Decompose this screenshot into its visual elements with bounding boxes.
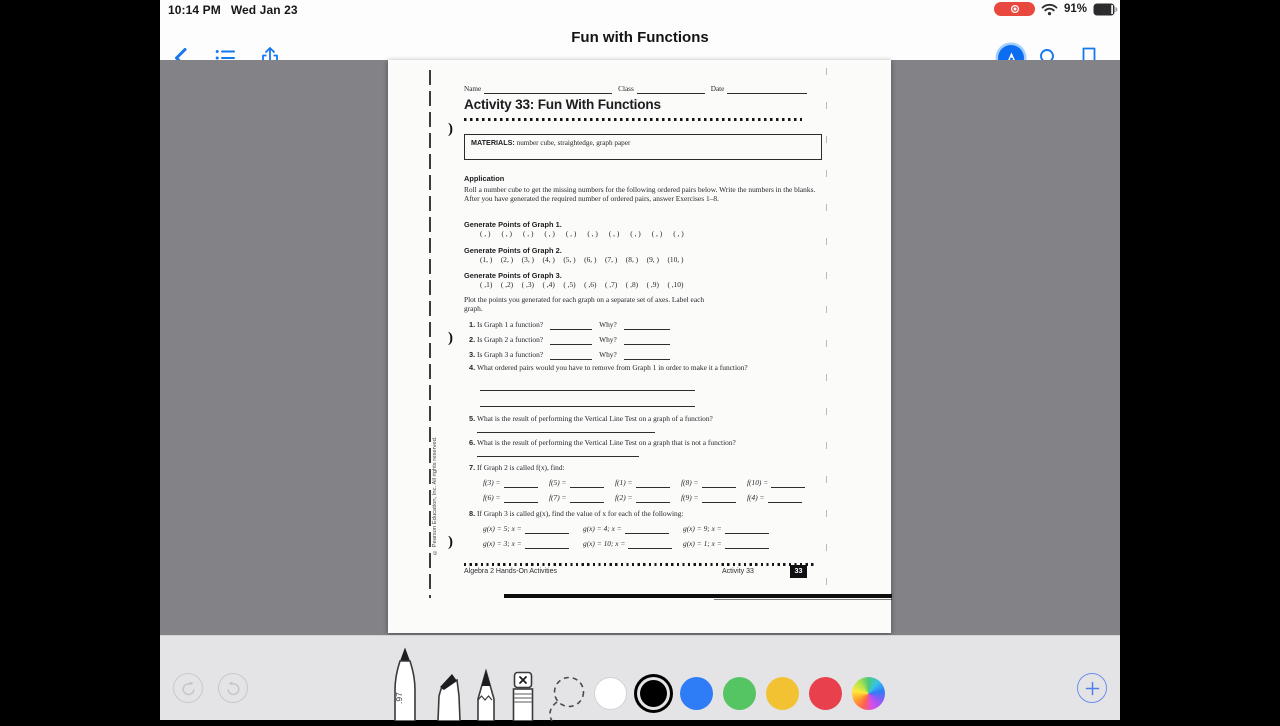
date-label: Date (710, 85, 725, 93)
ordered-pair: (1, ) (480, 255, 493, 264)
why-label: Why? (599, 320, 617, 329)
undo-button[interactable] (173, 673, 203, 703)
ordered-pair: (2, ) (500, 255, 514, 264)
f-label: f(5) = (549, 478, 567, 487)
g-label: g(x) = 9; x = (683, 524, 722, 533)
name-label: Name (464, 85, 482, 93)
ordered-pair: ( , ) (544, 229, 555, 238)
ordered-pair: ( ,5) (563, 280, 576, 289)
hole-punch-mark: ) (448, 330, 453, 346)
annotation-toolbar (160, 635, 1120, 720)
status-time: 10:14 PM (168, 3, 221, 17)
status-date: Wed Jan 23 (230, 3, 298, 17)
f-label: f(2) = (615, 493, 633, 502)
answer-blank (636, 480, 670, 488)
question-number: 2. (469, 335, 476, 344)
activity-title: Activity 33: Fun With Functions (464, 97, 661, 112)
graph2-pairs (480, 256, 838, 265)
graph3-heading: Generate Points of Graph 3. (464, 271, 562, 280)
document-title: Fun with Functions (571, 29, 709, 46)
answer-blank (624, 352, 670, 360)
footer-activity-label: Activity 33 (722, 568, 754, 575)
ordered-pair: ( ,10) (667, 280, 684, 289)
g-label: g(x) = 5; x = (483, 524, 522, 533)
f-label: f(7) = (549, 493, 567, 502)
hole-punch-mark: ) (448, 534, 453, 550)
question-number: 6. (469, 438, 476, 447)
answer-blank (525, 541, 569, 549)
f-label: f(9) = (681, 493, 699, 502)
answer-blank (477, 449, 639, 457)
ordered-pair: (7, ) (604, 255, 618, 264)
answer-blank (570, 495, 604, 503)
f-label: f(4) = (747, 493, 765, 502)
question-text: If Graph 2 is called f(x), find: (477, 463, 565, 472)
ordered-pair: ( , ) (565, 229, 577, 238)
color-swatch-blue[interactable] (680, 677, 713, 710)
graph1-pairs (480, 230, 838, 239)
scan-right-rule (826, 68, 827, 600)
hole-punch-mark: ) (448, 121, 453, 137)
ordered-pair: ( , ) (522, 229, 534, 238)
color-swatch-white[interactable] (594, 677, 627, 710)
ordered-pair: ( , ) (587, 229, 598, 238)
class-blank (637, 86, 705, 94)
copyright-text: © Pearson Education, Inc. All rights reserved. (432, 436, 438, 555)
ordered-pair: ( ,3) (521, 280, 534, 289)
ordered-pair: ( , ) (673, 229, 684, 238)
name-blank (484, 86, 612, 94)
ordered-pair: ( ,7) (604, 280, 618, 289)
q8-row1 (483, 525, 818, 534)
plot-instruction: Plot the points you generated for each graph on a separate set of axes. Label each graph. (464, 295, 705, 313)
footer (464, 568, 815, 577)
pen-size-label: .97 (394, 692, 404, 704)
question-number: 3. (469, 350, 476, 359)
ordered-pair: ( , ) (608, 229, 620, 238)
footer-book-title: Algebra 2 Hands-On Activities (464, 568, 557, 575)
q7-row1 (483, 479, 813, 488)
ordered-pair: ( ,4) (542, 280, 555, 289)
wifi-icon (1041, 3, 1058, 16)
f-label: f(6) = (483, 493, 501, 502)
answer-blank (550, 337, 592, 345)
screen-recording-icon[interactable] (994, 2, 1035, 16)
g-label: g(x) = 4; x = (583, 524, 622, 533)
worksheet-page[interactable] (388, 60, 891, 633)
f-label: f(3) = (483, 478, 501, 487)
ordered-pair: ( , ) (480, 229, 491, 238)
question-number: 5. (469, 414, 476, 423)
question-text: What is the result of performing the Vertical Line Test on a graph of a function? (477, 414, 713, 423)
ordered-pair: ( ,1) (480, 280, 493, 289)
add-tool-button[interactable] (1077, 673, 1107, 703)
answer-blank (624, 322, 670, 330)
graph1-heading: Generate Points of Graph 1. (464, 220, 562, 229)
status-bar (160, 0, 1120, 20)
g-label: g(x) = 10; x = (583, 539, 626, 548)
color-swatch-green[interactable] (723, 677, 756, 710)
scan-bottom-edge-2 (714, 599, 892, 600)
scan-left-rule (429, 70, 431, 598)
answer-blank (477, 425, 655, 433)
question-7 (464, 464, 822, 473)
answer-blank (628, 541, 672, 549)
graph3-pairs (480, 281, 838, 290)
q7-row2 (483, 494, 813, 503)
question-text: Is Graph 2 a function? (477, 335, 544, 344)
ordered-pair: ( , ) (651, 229, 663, 238)
question-3 (464, 351, 822, 360)
graph2-heading: Generate Points of Graph 2. (464, 246, 562, 255)
document-area (160, 60, 1120, 635)
answer-blank (625, 526, 669, 534)
ordered-pair: (3, ) (521, 255, 534, 264)
footer-dotted-rule (464, 563, 815, 566)
answer-blank (504, 480, 538, 488)
answer-blank (725, 541, 769, 549)
status-right (994, 2, 1118, 16)
ordered-pair: (8, ) (625, 255, 639, 264)
g-label: g(x) = 1; x = (683, 539, 722, 548)
title-dotted-rule (464, 118, 802, 121)
application-heading: Application (464, 174, 505, 183)
question-text: What is the result of performing the Vertical Line Test on a graph that is not a function? (477, 438, 736, 447)
materials-box (464, 134, 822, 160)
scan-bottom-edge (504, 594, 892, 598)
question-4 (464, 364, 822, 373)
question-1 (464, 321, 822, 330)
ordered-pair: ( , ) (630, 229, 641, 238)
application-text: Roll a number cube to get the missing numbers for the following ordered pairs below. Write the numbers in the blanks. After you have generated the required number of ordered pairs, answer Exercises 1–8. (464, 185, 816, 203)
worksheet-content (464, 60, 822, 633)
name-class-date-row (464, 85, 822, 94)
pencil-tool[interactable] (472, 669, 500, 726)
materials-label: MATERIALS: (471, 138, 515, 147)
ordered-pair: ( ,8) (625, 280, 639, 289)
ordered-pair: (6, ) (584, 255, 597, 264)
question-number: 8. (469, 509, 476, 518)
q8-row2 (483, 540, 818, 549)
answer-blank (624, 337, 670, 345)
color-swatch-red[interactable] (809, 677, 842, 710)
pen-tool[interactable] (388, 646, 422, 726)
lasso-tool[interactable] (542, 673, 588, 726)
answer-blank (771, 480, 805, 488)
class-label: Class (618, 85, 634, 93)
notes-app-window (160, 0, 1120, 720)
page-number-badge: 33 (790, 565, 807, 578)
highlighter-tool[interactable] (429, 666, 463, 726)
color-swatch-yellow[interactable] (766, 677, 799, 710)
g-label: g(x) = 3; x = (483, 539, 522, 548)
date-blank (727, 86, 807, 94)
why-label: Why? (599, 350, 617, 359)
question-text: Is Graph 1 a function? (477, 320, 544, 329)
answer-line (480, 399, 695, 407)
status-left (168, 3, 298, 17)
f-label: f(10) = (747, 478, 769, 487)
color-swatch-multicolor[interactable] (852, 677, 885, 710)
ordered-pair: ( ,9) (646, 280, 659, 289)
f-label: f(8) = (681, 478, 699, 487)
redo-button[interactable] (218, 673, 248, 703)
color-swatch-black-selected[interactable] (640, 680, 667, 707)
ordered-pair: ( ,6) (584, 280, 597, 289)
answer-blank (702, 495, 736, 503)
battery-percent: 91% (1064, 3, 1088, 15)
ordered-pair: (9, ) (646, 255, 659, 264)
answer-blank (550, 322, 592, 330)
ordered-pair: (5, ) (563, 255, 576, 264)
nav-bar (160, 20, 1120, 60)
why-label: Why? (599, 335, 617, 344)
answer-blank (702, 480, 736, 488)
question-5 (464, 415, 822, 433)
ordered-pair: ( ,2) (500, 280, 514, 289)
eraser-tool[interactable] (510, 668, 536, 726)
ordered-pair: ( , ) (501, 229, 512, 238)
answer-blank (504, 495, 538, 503)
question-6 (464, 439, 822, 457)
materials-text: number cube, straightedge, graph paper (516, 139, 631, 147)
battery-icon (1093, 3, 1118, 16)
question-number: 4. (469, 363, 476, 372)
f-label: f(1) = (615, 478, 633, 487)
answer-blank (570, 480, 604, 488)
answer-blank (768, 495, 802, 503)
answer-blank (525, 526, 569, 534)
question-8 (464, 510, 822, 519)
ordered-pair: (4, ) (542, 255, 555, 264)
question-2 (464, 336, 822, 345)
answer-line (480, 383, 695, 391)
question-text: If Graph 3 is called g(x), find the value of x for each of the following: (477, 509, 684, 518)
question-text: What ordered pairs would you have to remove from Graph 1 in order to make it a function? (477, 363, 748, 372)
question-number: 7. (469, 463, 476, 472)
question-text: Is Graph 3 a function? (477, 350, 544, 359)
ordered-pair: (10, ) (667, 255, 684, 264)
answer-blank (636, 495, 670, 503)
answer-blank (725, 526, 769, 534)
question-number: 1. (469, 320, 476, 329)
answer-blank (550, 352, 592, 360)
top-bar (160, 0, 1120, 60)
